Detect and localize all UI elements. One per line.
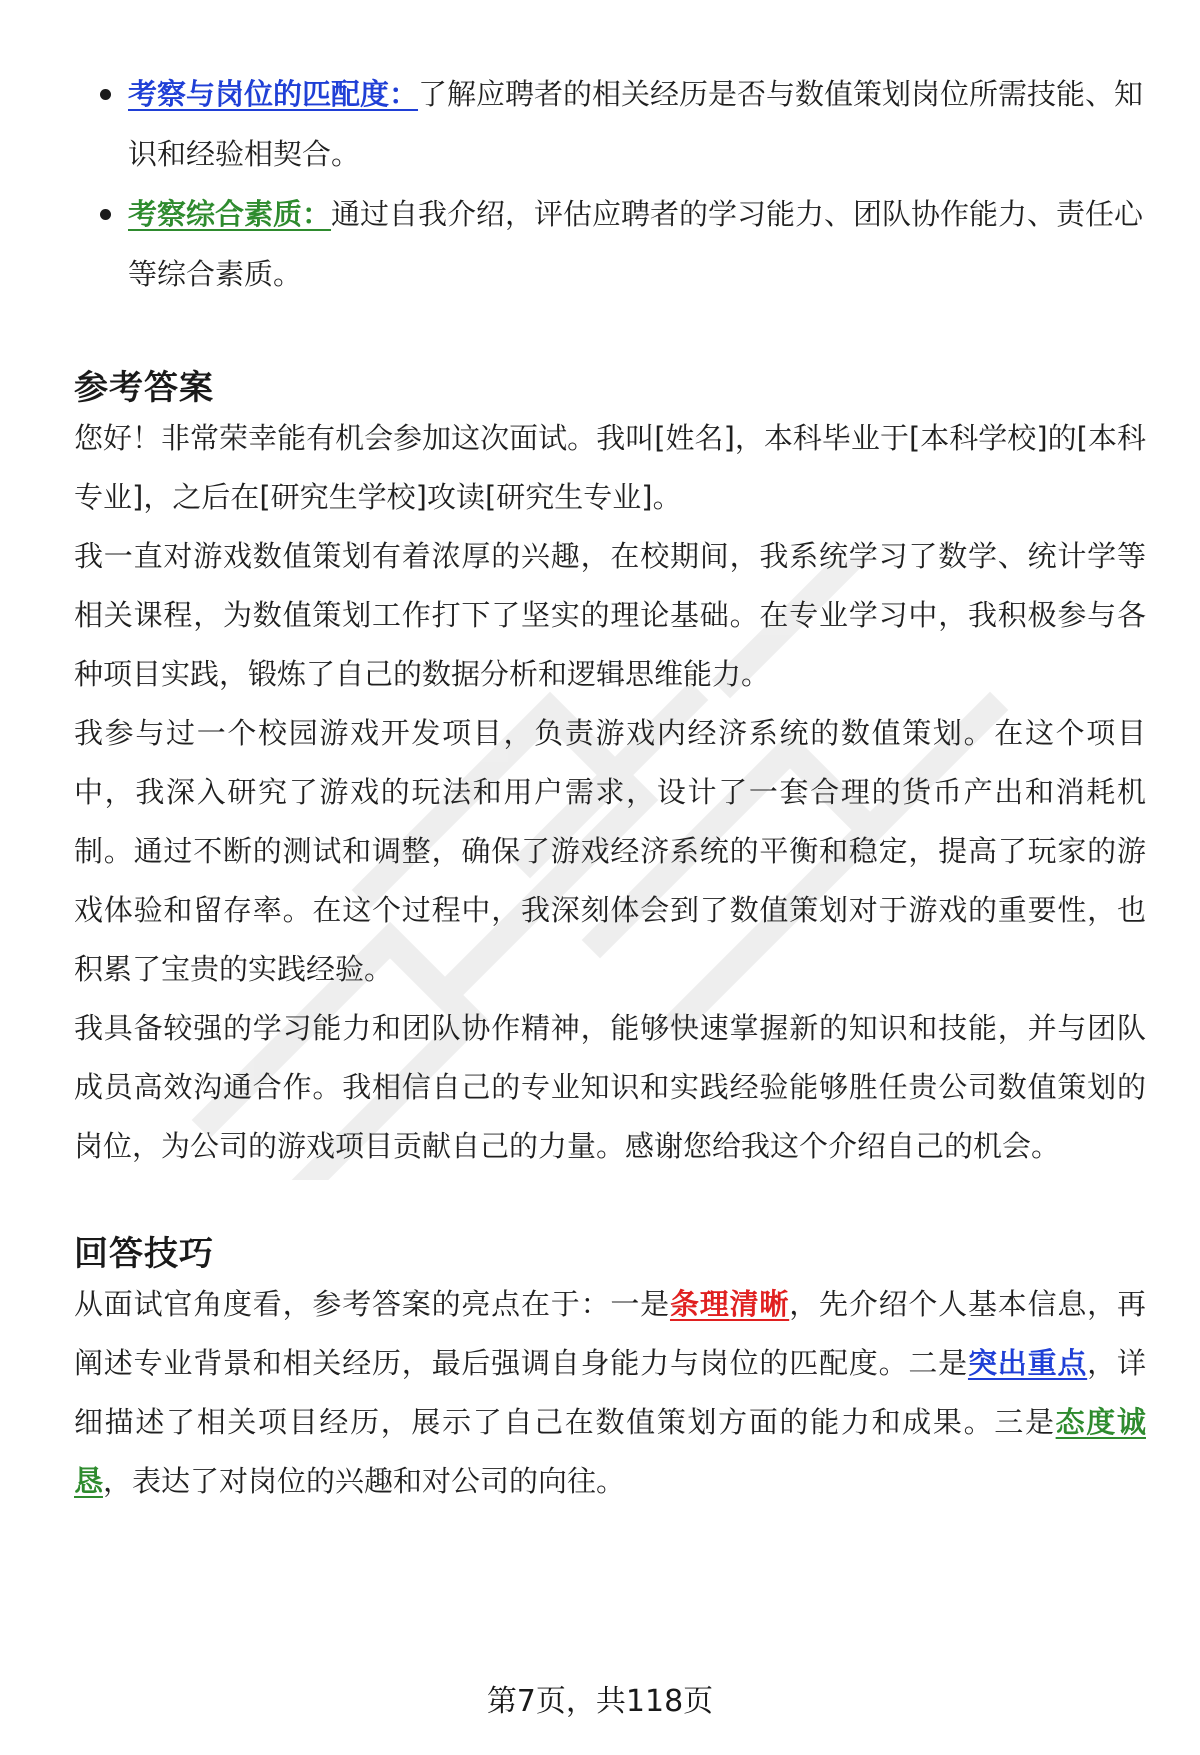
tips-text: ，先介绍个人基本信息，再阐述专业背景和相关经历，最后强调自身能力与岗位的匹配度。二是 <box>74 1287 1146 1380</box>
tips-paragraph <box>74 1275 1146 1511</box>
criteria-keyword: 考察与岗位的匹配度： <box>128 77 419 111</box>
highlight-keyword: 突出重点 <box>967 1346 1088 1380</box>
criteria-keyword: 考察综合素质： <box>128 197 332 231</box>
tips-text: ，表达了对岗位的兴趣和对公司的向往。 <box>103 1464 626 1498</box>
criteria-list <box>74 64 1146 304</box>
list-item <box>74 64 1146 184</box>
tips-text: 从面试官角度看，参考答案的亮点在于：一是 <box>74 1287 670 1321</box>
criteria-text: 了解应聘者的相关经历是否与数值策划岗位所需技能、知识和经验相契合。 <box>128 77 1144 171</box>
main-content <box>74 64 1146 1511</box>
tips-text: ，详细描述了相关项目经历，展示了自己在数值策划方面的能力和成果。三是 <box>74 1346 1146 1439</box>
answer-paragraph: 我一直对游戏数值策划有着浓厚的兴趣，在校期间，我系统学习了数学、统计学等相关课程，为数值策划工作打下了坚实的理论基础。在专业学习中，我积极参与各种项目实践，锻炼了自己的数据分析和逻辑思维能力。 <box>74 539 1146 691</box>
highlight-keyword: 条理清晰 <box>669 1287 790 1321</box>
page-number: 第7页，共118页 <box>486 1684 714 1719</box>
highlight-keyword: 态度诚恳 <box>74 1405 1146 1498</box>
section-heading-tips: 回答技巧 <box>74 1234 214 1274</box>
answer-paragraph: 我参与过一个校园游戏开发项目，负责游戏内经济系统的数值策划。在这个项目中，我深入研究了游戏的玩法和用户需求，设计了一套合理的货币产出和消耗机制。通过不断的测试和调整，确保了游戏经济系统的平衡和稳定，提高了玩家的游戏体验和留存率。在这个过程中，我深刻体会到了数值策划对于游戏的重要性，也积累了宝贵的实践经验。 <box>74 716 1146 986</box>
criteria-text: 通过自我介绍，评估应聘者的学习能力、团队协作能力、责任心等综合素质。 <box>128 197 1144 291</box>
answer-paragraph: 您好！非常荣幸能有机会参加这次面试。我叫[姓名]，本科毕业于[本科学校]的[本科专业]，之后在[研究生学校]攻读[研究生专业]。 <box>74 421 1146 514</box>
section-heading-answer: 参考答案 <box>74 368 214 408</box>
list-item <box>74 184 1146 304</box>
answer-paragraph: 我具备较强的学习能力和团队协作精神，能够快速掌握新的知识和技能，并与团队成员高效沟通合作。我相信自己的专业知识和实践经验能够胜任贵公司数值策划的岗位，为公司的游戏项目贡献自己的力量。感谢您给我这个介绍自己的机会。 <box>74 1011 1146 1163</box>
